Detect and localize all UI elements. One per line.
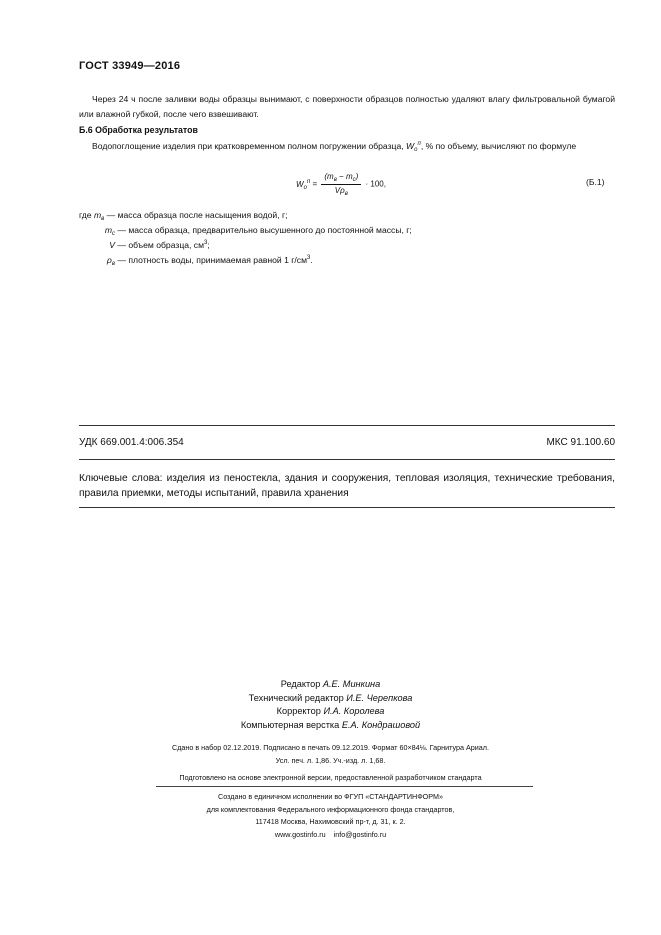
credit-layout: Компьютерная верстка Е.А. Кондрашовой (240, 719, 421, 730)
divider-middle (79, 459, 615, 460)
formula-numerator: $(m_в - m_c)$ (321, 172, 361, 185)
formula-denominator: $V\rho_в$ (334, 186, 348, 197)
formula (296, 172, 386, 197)
imprint-line: Создано в единичном исполнении во ФГУП «СТАНДАРТИНФОРМ» (218, 792, 443, 801)
where-text: — масса образца после насыщения водой, г; (104, 210, 288, 220)
formula-fraction (321, 172, 361, 197)
udk-code: УДК 669.001.4:006.354 (79, 437, 184, 448)
where-intro: где (79, 210, 92, 220)
imprint-publisher (0, 790, 661, 816)
where-symbol: $m_в$ (93, 210, 105, 222)
formula-multiplier: · 100, (365, 179, 386, 189)
section-title: Обработка результатов (95, 125, 198, 135)
where-item-mv (79, 210, 287, 222)
website-link[interactable]: www.gostinfo.ru (274, 830, 326, 839)
imprint-address (0, 815, 661, 841)
where-text: — масса образца, предварительно высушенного до постоянной массы, г; (115, 225, 412, 235)
email-link[interactable]: info@gostinfo.ru (333, 830, 387, 839)
formula-eq: = (312, 179, 318, 189)
imprint-line: для комплектования Федерального информационного фонда стандартов, (206, 805, 455, 814)
where-symbol: $m_c$ (104, 225, 115, 237)
equation-number: (Б.1) (586, 177, 605, 187)
where-item-v: V — объем образца, $см^3$; (79, 240, 210, 250)
section-number: Б.6 (79, 125, 93, 135)
imprint-line: 117418 Москва, Нахимовский пр-т, д. 31, к. 2. (255, 817, 406, 826)
symbol-w: $W_o^п$ (406, 141, 421, 153)
where-item-rho: $\rho_в$ — плотность воды, принимаемая равной 1 $г/см^3$. (79, 255, 313, 267)
divider-bottom (79, 507, 615, 508)
paragraph-formula-intro (79, 137, 615, 158)
document-header: ГОСТ 33949—2016 (79, 60, 181, 72)
imprint-links (0, 828, 661, 841)
where-symbol: $\rho_в$ (106, 255, 115, 267)
where-text: — плотность воды, принимаемая равной 1 г/см (115, 255, 308, 265)
formula-lhs: $W_o^п$ (296, 178, 311, 191)
section-heading (79, 125, 198, 135)
paragraph-drying: Через 24 ч после заливки воды образцы вынимают, с поверхности образцов полностью удаляют влагу фильтровальной бумагой или влажной губкой, после чего взвешивают. (79, 94, 615, 119)
credit-editor: Редактор А.Е. Минкина (280, 679, 381, 689)
keywords: Ключевые слова: изделия из пеностекла, здания и сооружения, тепловая изоляция, технические требования, правила приемки, методы испытаний, правила хранения (79, 473, 615, 499)
imprint-line: Усл. печ. л. 1,86. Уч.-изд. л. 1,68. (275, 756, 386, 765)
credit-proofreader: Корректор И.А. Королева (276, 706, 385, 716)
imprint-print-info (0, 741, 661, 767)
where-item-mc (79, 225, 412, 237)
divider-top (79, 425, 615, 426)
intro-tail: , % по объему, вычисляют по формуле (420, 141, 577, 151)
imprint-line: Сдано в набор 02.12.2019. Подписано в печать 09.12.2019. Формат 60×84⅛. Гарнитура Ариал. (172, 743, 489, 752)
credit-tech-editor: Технический редактор И.Е. Черепкова (248, 692, 413, 703)
where-symbol: V (109, 240, 115, 250)
credits-block (0, 678, 661, 732)
imprint-source: Подготовлено на основе электронной версии, предоставленной разработчиком стандарта (179, 773, 482, 782)
where-text: — объем образца, см (115, 240, 205, 250)
intro-text: Водопоглощение изделия при кратковременном полном погружении образца, (92, 141, 404, 151)
mks-code: МКС 91.100.60 (546, 437, 615, 448)
imprint-divider (156, 786, 533, 787)
